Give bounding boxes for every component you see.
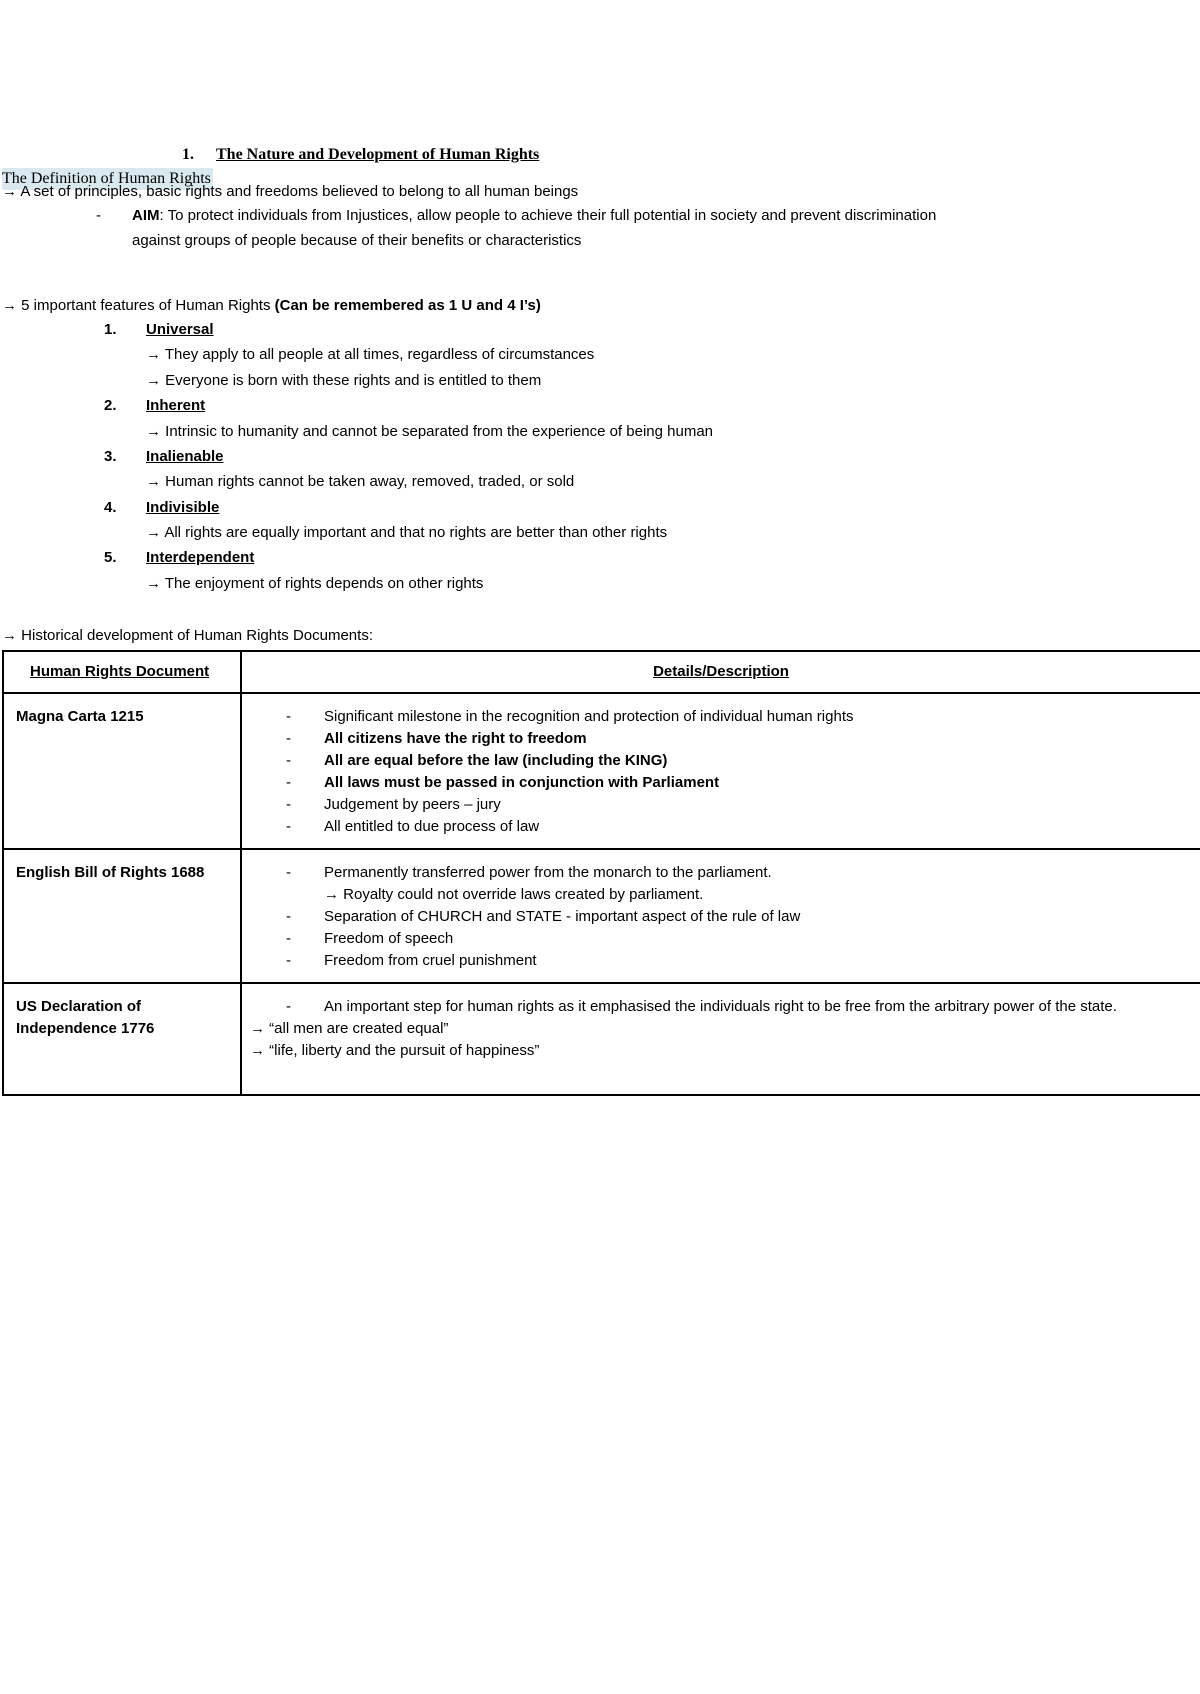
feature-number: 4. (104, 499, 117, 516)
quote-line: → “all men are created equal” (250, 1020, 449, 1037)
feature-description: → The enjoyment of rights depends on other rights (146, 575, 484, 592)
detail-text: Significant milestone in the recognition and protection of individual human rights (324, 708, 854, 725)
list-item (242, 772, 1184, 794)
feature-number: 2. (104, 397, 117, 414)
bullet: - (286, 998, 291, 1015)
bullet: - (286, 908, 291, 925)
title-text: The Nature and Development of Human Rights (216, 146, 540, 163)
feature-name: Interdependent (146, 549, 255, 566)
bullet: - (286, 730, 291, 747)
bullet: - (286, 796, 291, 813)
bullet: - (286, 774, 291, 791)
feature-description: → Everyone is born with these rights and is entitled to them (146, 372, 542, 389)
feature-number: 1. (104, 321, 117, 338)
definition-line: → A set of principles, basic rights and freedoms believed to belong to all human beings (2, 183, 579, 200)
document-name: Magna Carta 1215 (3, 693, 241, 849)
feature-description: → All rights are equally important and that no rights are better than other rights (146, 524, 668, 541)
list-item (242, 750, 1184, 772)
features-intro-text: → 5 important features of Human Rights (2, 297, 275, 314)
definition-heading: The Definition of Human Rights (2, 168, 213, 190)
details-cell (241, 849, 1200, 983)
detail-text: An important step for human rights as it emphasised the individuals right to be free from the arbitrary power of the state. (324, 998, 1117, 1015)
list-item (242, 950, 1184, 972)
table-header-row (3, 651, 1200, 693)
table-row (3, 983, 1200, 1095)
table-row (3, 693, 1200, 849)
list-item (242, 816, 1184, 838)
detail-text: Permanently transferred power from the monarch to the parliament. (324, 864, 772, 881)
feature-name: Inalienable (146, 448, 224, 465)
details-list (242, 862, 1184, 972)
detail-text: All laws must be passed in conjunction with Parliament (324, 774, 720, 791)
detail-text: All entitled to due process of law (324, 818, 540, 835)
feature-name: Inherent (146, 397, 206, 414)
list-item (242, 906, 1184, 928)
feature-description: → They apply to all people at all times, regardless of circumstances (146, 346, 595, 363)
aim-line-2: against groups of people because of their benefits or characteristics (132, 232, 582, 249)
feature-description: → Intrinsic to humanity and cannot be separated from the experience of being human (146, 423, 714, 440)
feature-number: 3. (104, 448, 117, 465)
bullet: - (286, 818, 291, 835)
column-header-document: Human Rights Document (3, 651, 241, 693)
aim-line-1 (132, 204, 936, 228)
bullet: - (286, 708, 291, 725)
feature-description: → Human rights cannot be taken away, removed, traded, or sold (146, 473, 575, 490)
detail-text: Separation of CHURCH and STATE - important aspect of the rule of law (324, 908, 801, 925)
list-item (242, 728, 1184, 750)
document-name: English Bill of Rights 1688 (3, 849, 241, 983)
aim-dash: - (96, 207, 101, 224)
details-list (242, 996, 1184, 1018)
bullet: - (286, 864, 291, 881)
page-title (182, 144, 882, 166)
bullet: - (286, 752, 291, 769)
detail-text: All citizens have the right to freedom (324, 730, 587, 747)
feature-name: Universal (146, 321, 214, 338)
table-row (3, 849, 1200, 983)
list-item (242, 862, 1184, 884)
detail-text: Freedom of speech (324, 930, 454, 947)
aim-text-1: : To protect individuals from Injustices, allow people to achieve their full potential in society and prevent discrimination (159, 207, 937, 224)
bullet: - (286, 930, 291, 947)
detail-subtext: → Royalty could not override laws created by parliament. (324, 886, 704, 903)
features-intro (2, 294, 541, 318)
detail-text: Judgement by peers – jury (324, 796, 501, 813)
aim-label: AIM (132, 207, 160, 224)
quote-line: → “life, liberty and the pursuit of happiness” (250, 1042, 540, 1059)
list-item (242, 794, 1184, 816)
feature-name: Indivisible (146, 499, 220, 516)
document-name: US Declaration of Independence 1776 (3, 983, 241, 1095)
title-number: 1. (182, 146, 194, 163)
list-item (242, 706, 1184, 728)
bullet: - (286, 952, 291, 969)
list-item (242, 884, 1184, 906)
detail-text: Freedom from cruel punishment (324, 952, 537, 969)
list-item (242, 928, 1184, 950)
details-cell (241, 983, 1200, 1095)
history-table (2, 650, 1200, 1096)
history-intro: → Historical development of Human Rights Documents: (2, 627, 373, 644)
details-cell (241, 693, 1200, 849)
list-item (242, 996, 1184, 1018)
column-header-details: Details/Description (241, 651, 1200, 693)
details-list (242, 706, 1184, 838)
feature-number: 5. (104, 549, 117, 566)
detail-text: All are equal before the law (including the KING) (324, 752, 668, 769)
features-intro-bold: (Can be remembered as 1 U and 4 I’s) (274, 297, 541, 314)
